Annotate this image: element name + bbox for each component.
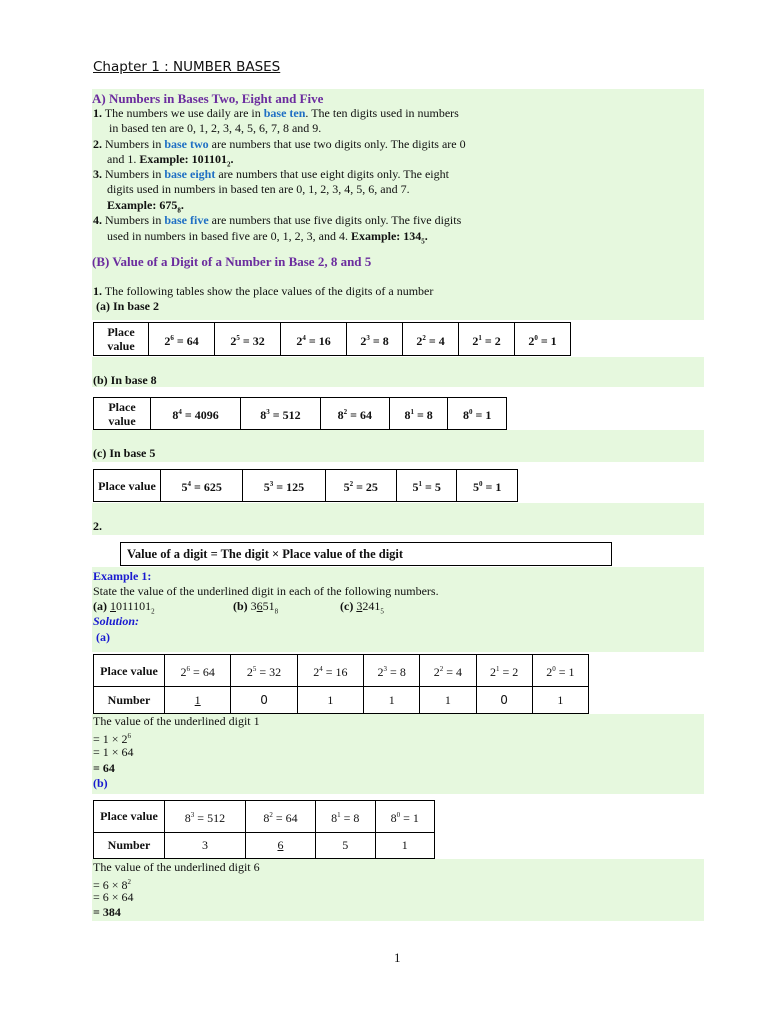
- item-2-line2: and 1. Example: $101101_2$.: [107, 152, 234, 169]
- work-b-line3: = 6 × 64: [93, 890, 134, 904]
- point-2-number: 2.: [93, 519, 102, 533]
- solution-label: Solution:: [93, 614, 140, 628]
- item-1: 1. The numbers we use daily are in base ten. The ten digits used in numbers: [93, 106, 459, 120]
- pv-cell: $8^2 = 64$: [320, 398, 389, 430]
- pv-cell: $8^3 = 512$: [165, 801, 246, 833]
- work-b-answer: = 384: [93, 905, 121, 919]
- pv-cell: $2^0 = 1$: [515, 323, 571, 356]
- item-3-line2: digits used in numbers in based ten are 0, 1, 2, 3, 4, 5, 6, and 7.: [107, 182, 410, 196]
- pv-cell: $8^2 = 64$: [245, 801, 315, 833]
- solution-part-a-label: (a): [96, 630, 110, 644]
- pv-cell: $2^6 = 64$: [165, 655, 231, 687]
- item-3-example: Example: $675_8$.: [107, 198, 184, 215]
- pv-cell: $5^3 = 125$: [243, 470, 325, 502]
- digit-cell: 6: [245, 832, 315, 858]
- pv-cell: $2^5 = 32$: [231, 655, 297, 687]
- place-value-label: Place value: [94, 801, 165, 833]
- item-4-line2: used in numbers in based five are 0, 1, 2, 3, and 4. Example: $134_5$.: [107, 229, 428, 246]
- pv-cell: $5^0 = 1$: [457, 470, 518, 502]
- highlight-band: [92, 503, 704, 535]
- work-b-line2: = $6 \times 8^2$: [93, 878, 132, 892]
- base2-place-value-table: [93, 322, 571, 356]
- pv-cell: $2^4 = 16$: [297, 655, 363, 687]
- pv-cell: $5^2 = 25$: [325, 470, 396, 502]
- formula-box: Value of a digit = The digit × Place value of the digit: [120, 542, 612, 566]
- highlight-band: [92, 430, 704, 462]
- pv-cell: $8^4 = 4096$: [151, 398, 241, 430]
- digit-cell: 1: [364, 687, 420, 714]
- place-value-label: Place value: [94, 323, 149, 356]
- work-a-line3: = 1 × 64: [93, 745, 134, 759]
- pv-cell: $8^0 = 1$: [448, 398, 507, 430]
- pv-cell: $2^0 = 1$: [532, 655, 588, 687]
- pv-cell: $8^1 = 8$: [316, 801, 375, 833]
- place-value-label: Place value: [94, 470, 161, 502]
- digit-cell: 0: [476, 687, 532, 714]
- pv-cell: $2^1 = 2$: [459, 323, 515, 356]
- pv-cell: $8^3 = 512$: [241, 398, 321, 430]
- section-b-heading: (B) Value of a Digit of a Number in Base 2, 8 and 5: [92, 254, 372, 269]
- chapter-title: Chapter 1 : NUMBER BASES: [93, 59, 281, 75]
- highlight-band: [92, 357, 704, 387]
- pv-cell: $5^1 = 5$: [396, 470, 457, 502]
- example-part-c: (c) $3241_5$: [340, 599, 384, 616]
- item-4: 4. Numbers in base five are numbers that use five digits only. The five digits: [93, 213, 462, 227]
- digit-cell: 1: [297, 687, 363, 714]
- number-label: Number: [94, 687, 165, 714]
- digit-cell: 1: [165, 687, 231, 714]
- page-number: 1: [394, 950, 401, 965]
- work-b-line1: The value of the underlined digit 6: [93, 860, 260, 874]
- solution-table-b: [93, 800, 435, 859]
- place-value-label: Place value: [94, 655, 165, 687]
- number-label: Number: [94, 832, 165, 858]
- place-value-label: Place value: [94, 398, 151, 430]
- base5-place-value-table: [93, 469, 518, 502]
- digit-cell: 1: [420, 687, 476, 714]
- item-2: 2. Numbers in base two are numbers that use two digits only. The digits are 0: [93, 137, 466, 151]
- pv-cell: $2^3 = 8$: [364, 655, 420, 687]
- solution-table-a: [93, 654, 589, 714]
- section-b-intro: 1. The following tables show the place values of the digits of a number: [93, 284, 434, 298]
- pv-cell: $8^0 = 1$: [375, 801, 434, 833]
- work-a-line2: = $1 \times 2^6$: [93, 732, 132, 746]
- base2-label: (a) In base 2: [96, 299, 160, 313]
- pv-cell: $2^4 = 16$: [281, 323, 347, 356]
- digit-cell: 1: [532, 687, 588, 714]
- pv-cell: $2^2 = 4$: [403, 323, 459, 356]
- pv-cell: $5^4 = 625$: [161, 470, 243, 502]
- base8-label: (b) In base 8: [93, 373, 157, 387]
- example-part-b: (b) $3651_8$: [233, 599, 279, 616]
- section-a-heading: A) Numbers in Bases Two, Eight and Five: [92, 91, 324, 106]
- example-label: Example 1:: [93, 569, 152, 583]
- example-parts: (a) $1011101_2$: [93, 599, 155, 616]
- pv-cell: $2^3 = 8$: [347, 323, 403, 356]
- pv-cell: $2^2 = 4$: [420, 655, 476, 687]
- pv-cell: $2^1 = 2$: [476, 655, 532, 687]
- item-1-line2: in based ten are 0, 1, 2, 3, 4, 5, 6, 7, 8 and 9.: [109, 121, 322, 135]
- base8-place-value-table: [93, 397, 507, 430]
- item-3: 3. Numbers in base eight are numbers that use eight digits only. The eight: [93, 167, 449, 181]
- digit-cell: 3: [165, 832, 246, 858]
- work-a-line1: The value of the underlined digit 1: [93, 714, 260, 728]
- solution-part-b-label: (b): [93, 776, 108, 790]
- pv-cell: $2^5 = 32$: [215, 323, 281, 356]
- work-a-answer: = 64: [93, 761, 115, 775]
- digit-cell: 5: [316, 832, 375, 858]
- pv-cell: $8^1 = 8$: [389, 398, 448, 430]
- pv-cell: $2^6 = 64$: [149, 323, 215, 356]
- highlight-band: [92, 567, 704, 652]
- example-question: State the value of the underlined digit in each of the following numbers.: [93, 584, 439, 598]
- base5-label: (c) In base 5: [93, 446, 156, 460]
- digit-cell: 1: [375, 832, 434, 858]
- digit-cell: 0: [231, 687, 297, 714]
